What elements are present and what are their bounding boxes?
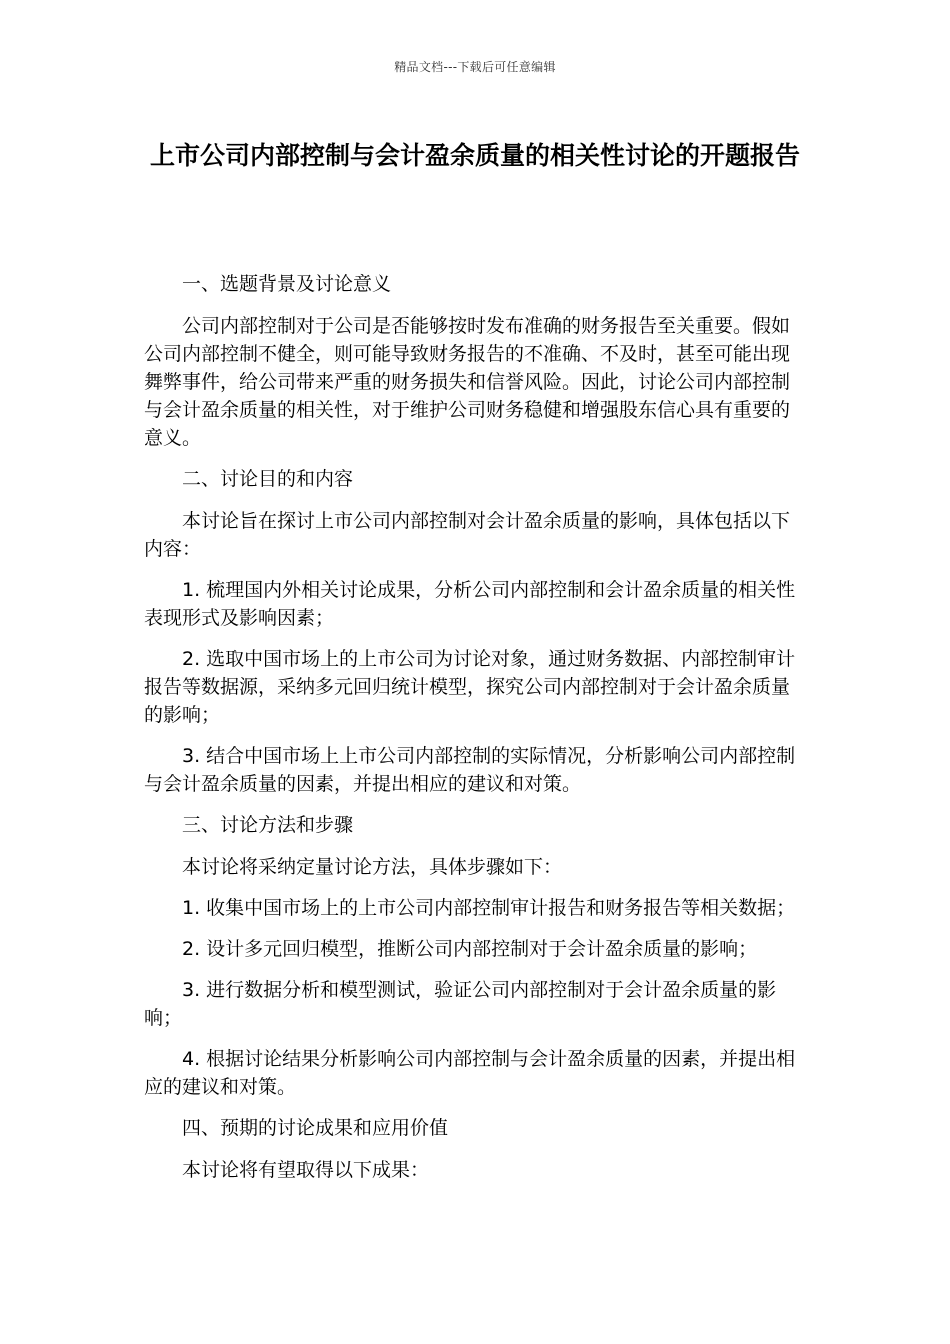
section-1-paragraph: 公司内部控制对于公司是否能够按时发布准确的财务报告至关重要。假如公司内部控制不健全，则可能导致财务报告的不准确、不及时，甚至可能出现舞弊事件，给公司带来严重的财务损失和信誉风险。因此，讨论公司内部控制与会计盈余质量的相关性，对于维护公司财务稳健和增强股东信心具有重要的意义。 [144, 315, 791, 449]
section-2-item: 2. 选取中国市场上的上市公司为讨论对象，通过财务数据、内部控制审计报告等数据源，采纳多元回归统计模型，探究公司内部控制对于会计盈余质量的影响； [144, 648, 796, 726]
section-2-item: 3. 结合中国市场上上市公司内部控制的实际情况，分析影响公司内部控制与会计盈余质量的因素，并提出相应的建议和对策。 [144, 745, 796, 795]
section-2-intro: 本讨论旨在探讨上市公司内部控制对会计盈余质量的影响，具体包括以下内容： [144, 510, 791, 560]
section-3-item: 2. 设计多元回归模型，推断公司内部控制对于会计盈余质量的影响； [182, 938, 758, 960]
section-3-item: 3. 进行数据分析和模型测试，验证公司内部控制对于会计盈余质量的影响； [144, 979, 777, 1029]
section-3-item: 1. 收集中国市场上的上市公司内部控制审计报告和财务报告等相关数据； [182, 897, 796, 919]
document-title: 上市公司内部控制与会计盈余质量的相关性讨论的开题报告 [149, 141, 800, 170]
section-2-item: 1. 梳理国内外相关讨论成果，分析公司内部控制和会计盈余质量的相关性表现形式及影响因素； [144, 579, 796, 629]
section-4-heading: 四、预期的讨论成果和应用价值 [182, 1117, 449, 1139]
section-4-intro: 本讨论将有望取得以下成果： [182, 1159, 430, 1181]
section-2-heading: 二、讨论目的和内容 [182, 468, 354, 490]
section-3-item: 4. 根据讨论结果分析影响公司内部控制与会计盈余质量的因素，并提出相应的建议和对策。 [144, 1048, 796, 1098]
section-3-heading: 三、讨论方法和步骤 [182, 814, 354, 836]
header-note: 精品文档---下载后可任意编辑 [394, 60, 556, 74]
document-body [144, 270, 806, 1197]
section-1-heading: 一、选题背景及讨论意义 [182, 273, 392, 295]
section-3-intro: 本讨论将采纳定量讨论方法，具体步骤如下： [182, 856, 563, 878]
